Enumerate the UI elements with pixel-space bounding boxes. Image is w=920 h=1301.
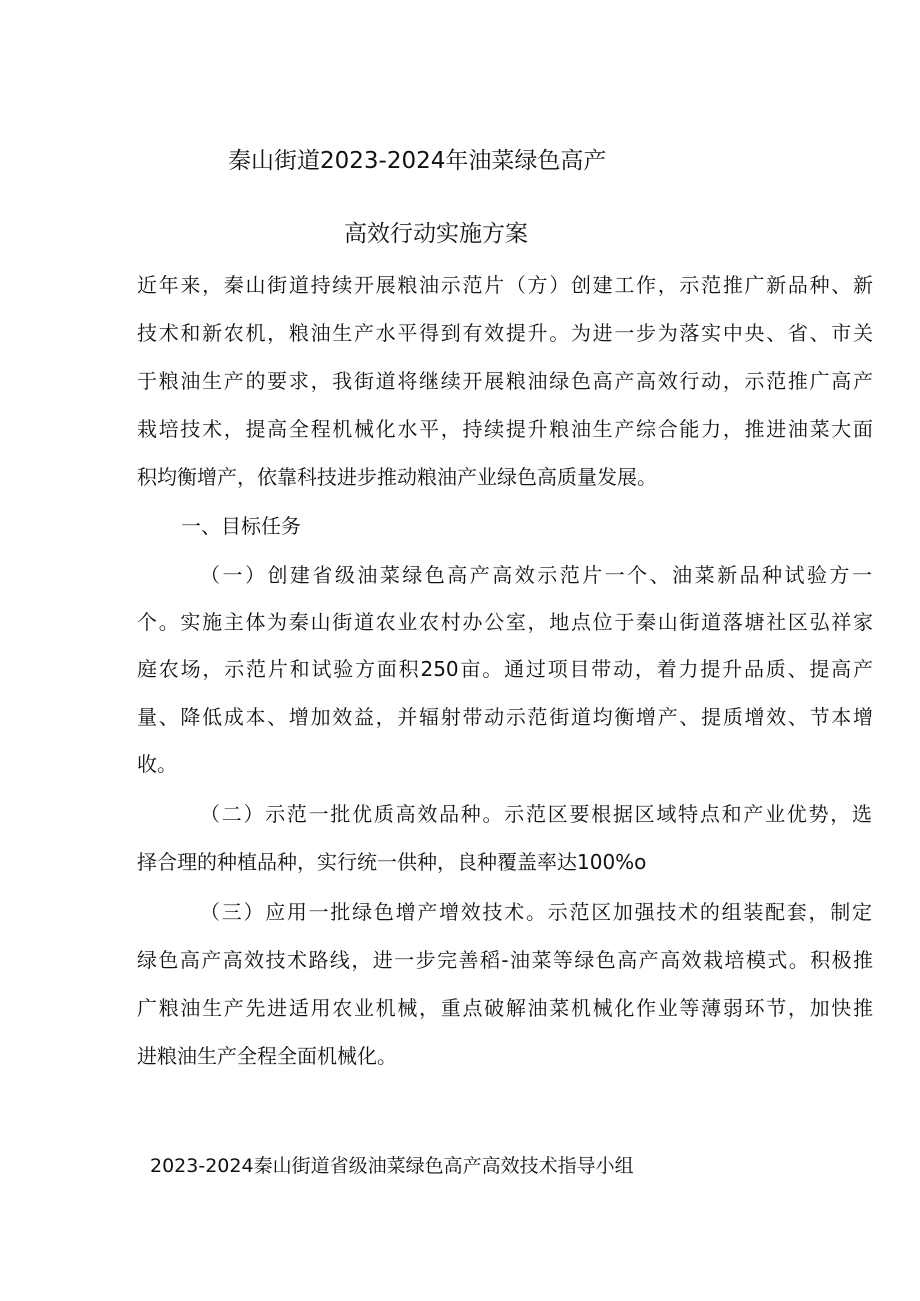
item-2-line: （二）示范一批优质高效品种。示范区要根据区域特点和产业优势，选	[200, 802, 872, 826]
intro-paragraph-line: 技术和新农机，粮油生产水平得到有效提升。为进一步为落实中央、省、市关	[137, 321, 873, 345]
item-1-line: 个。实施主体为秦山街道农业农村办公室，地点位于秦山街道落塘社区弘祥家	[137, 610, 873, 634]
intro-paragraph-line: 于粮油生产的要求，我街道将继续开展粮油绿色高产高效行动，示范推广高产	[137, 369, 873, 393]
item-3-line: 绿色高产高效技术路线，进一步完善稻-油菜等绿色高产高效栽培模式。积极推	[137, 948, 873, 972]
item-3-line: （三）应用一批绿色增产增效技术。示范区加强技术的组装配套，制定	[200, 900, 872, 924]
document-title-line-1: 秦山街道2023-2024年油菜绿色高产	[228, 148, 607, 174]
footer-title: 2023-2024秦山街道省级油菜绿色高产高效技术指导小组	[150, 1155, 634, 1177]
intro-paragraph-line: 近年来，秦山街道持续开展粮油示范片（方）创建工作，示范推广新品种、新	[137, 273, 873, 297]
item-2-line: 择合理的种植品种，实行统一供种，良种覆盖率达100%o	[137, 850, 647, 874]
document-title-line-2: 高效行动实施方案	[344, 221, 528, 247]
intro-paragraph-line: 积均衡增产，依靠科技进步推动粮油产业绿色高质量发展。	[137, 465, 657, 489]
item-1-line: （一）创建省级油菜绿色高产高效示范片一个、油菜新品种试验方一	[200, 563, 872, 587]
item-3-line: 广粮油生产先进适用农业机械，重点破解油菜机械化作业等薄弱环节，加快推	[137, 996, 873, 1020]
item-1-line: 收。	[137, 752, 177, 776]
intro-paragraph-line: 栽培技术，提高全程机械化水平，持续提升粮油生产综合能力，推进油菜大面	[137, 417, 873, 441]
item-3-line: 进粮油生产全程全面机械化。	[137, 1044, 397, 1068]
item-1-line: 量、降低成本、增加效益，并辐射带动示范街道均衡增产、提质增效、节本增	[137, 705, 873, 729]
section-heading: 一、目标任务	[181, 514, 301, 538]
item-1-line: 庭农场，示范片和试验方面积250亩。通过项目带动，着力提升品质、提高产	[137, 657, 873, 681]
